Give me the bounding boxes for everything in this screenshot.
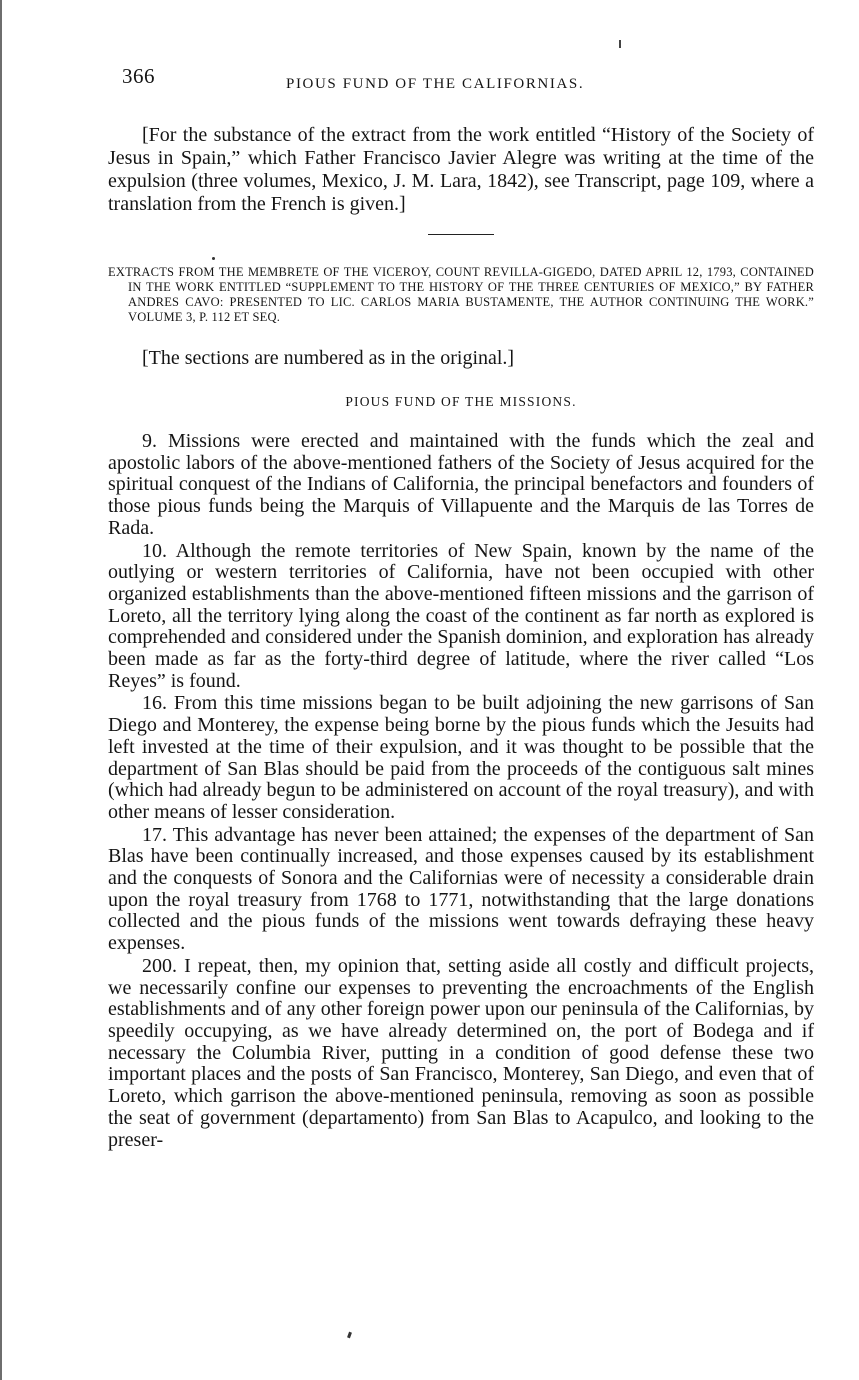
paragraph-10: 10. Although the remote territories of New Spain, known by the name of the outlying or western territories of California, have not been occupied with other organized establishments than the above-mentioned fifteen missions and the garrison of Loreto, all the territory lying along the coast of the continent as far north as explored is comprehended and considered under the Spanish dominion, and exploration has already been made as far as the forty-third degree of latitude, where the river called “Los Reyes” is found. — [108, 539, 814, 692]
paragraph-200: 200. I repeat, then, my opinion that, setting aside all costly and difficult projects, we necessarily confine our expenses to preventing the encroachments of the English establishments and of any other foreign power upon our peninsula of the Californias, by speedily occupying, as we have already determined on, the port of Bodega and if necessary the Columbia River, putting in a condition of good defense these two important places and the posts of San Francisco, Monterey, San Diego, and even that of Loreto, which garrison the above-mentioned peninsula, removing as soon as possible the seat of government (departamento) from San Blas to Acapulco, and looking to the preser- — [108, 954, 814, 1151]
print-speck — [347, 1332, 352, 1339]
paragraph-16: 16. From this time missions began to be built adjoining the new garrisons of San Diego and Monterey, the expense being borne by the pious funds which the Jesuits had left invested at the time of their expulsion, and it was thought to be possible that the department of San Blas should be paid from the proceeds of the contiguous salt mines (which had already begun to be administered on account of the royal treasury), and with other means of lesser consideration. — [108, 692, 814, 823]
paragraph-9: 9. Missions were erected and maintained with the funds which the zeal and apostolic labors of the above-mentioned fathers of the Society of Jesus acquired for the spiritual conquest of the Indians of California, the principal benefactors and founders of those pious funds being the Marquis of Villapuente and the Marquis de las Torres de Rada. — [108, 430, 814, 539]
book-page — [108, 60, 814, 1151]
body-text — [108, 431, 814, 1151]
page-number: 366 — [122, 64, 155, 88]
section-divider — [428, 234, 494, 235]
running-title: PIOUS FUND OF THE CALIFORNIAS. — [286, 76, 585, 92]
intro-note: [For the substance of the extract from the work entitled “History of the Society of Jesus in Spain,” which Father Francisco Javier Alegre was writing at the time of the expulsion (three volumes, Mexico, J. M. Lara, 1842), see Transcript, page 109, where a translation from the French is given.] — [108, 124, 814, 215]
running-head — [108, 60, 814, 94]
extract-heading: EXTRACTS FROM THE MEMBRETE OF THE VICEROY, COUNT REVILLA-GIGEDO, DATED APRIL 12, 1793, CONTAINED IN THE WORK ENTITLED “SUPPLEMENT TO THE HISTORY OF THE THREE CENTURIES OF MEXICO,” BY FATHER ANDRES CAVO: PRESENTED TO LIC. CARLOS MARIA BUSTAMENTE, THE AUTHOR CONTINUING THE WORK.” VOLUME 3, P. 112 ET SEQ. — [108, 265, 814, 324]
print-speck — [619, 40, 621, 48]
section-title: PIOUS FUND OF THE MISSIONS. — [345, 394, 577, 409]
paragraph-17: 17. This advantage has never been attained; the expenses of the department of San Blas have been continually increased, and those expenses caused by its establishment and the conquests of Sonora and the Californias were of necessity a considerable drain upon the royal treasury from 1768 to 1771, notwithstanding that the large donations collected and the pious funds of the missions went towards defraying these heavy expenses. — [108, 823, 814, 955]
page-edge-rule — [0, 0, 2, 1380]
section-note: [The sections are numbered as in the original.] — [142, 347, 515, 369]
